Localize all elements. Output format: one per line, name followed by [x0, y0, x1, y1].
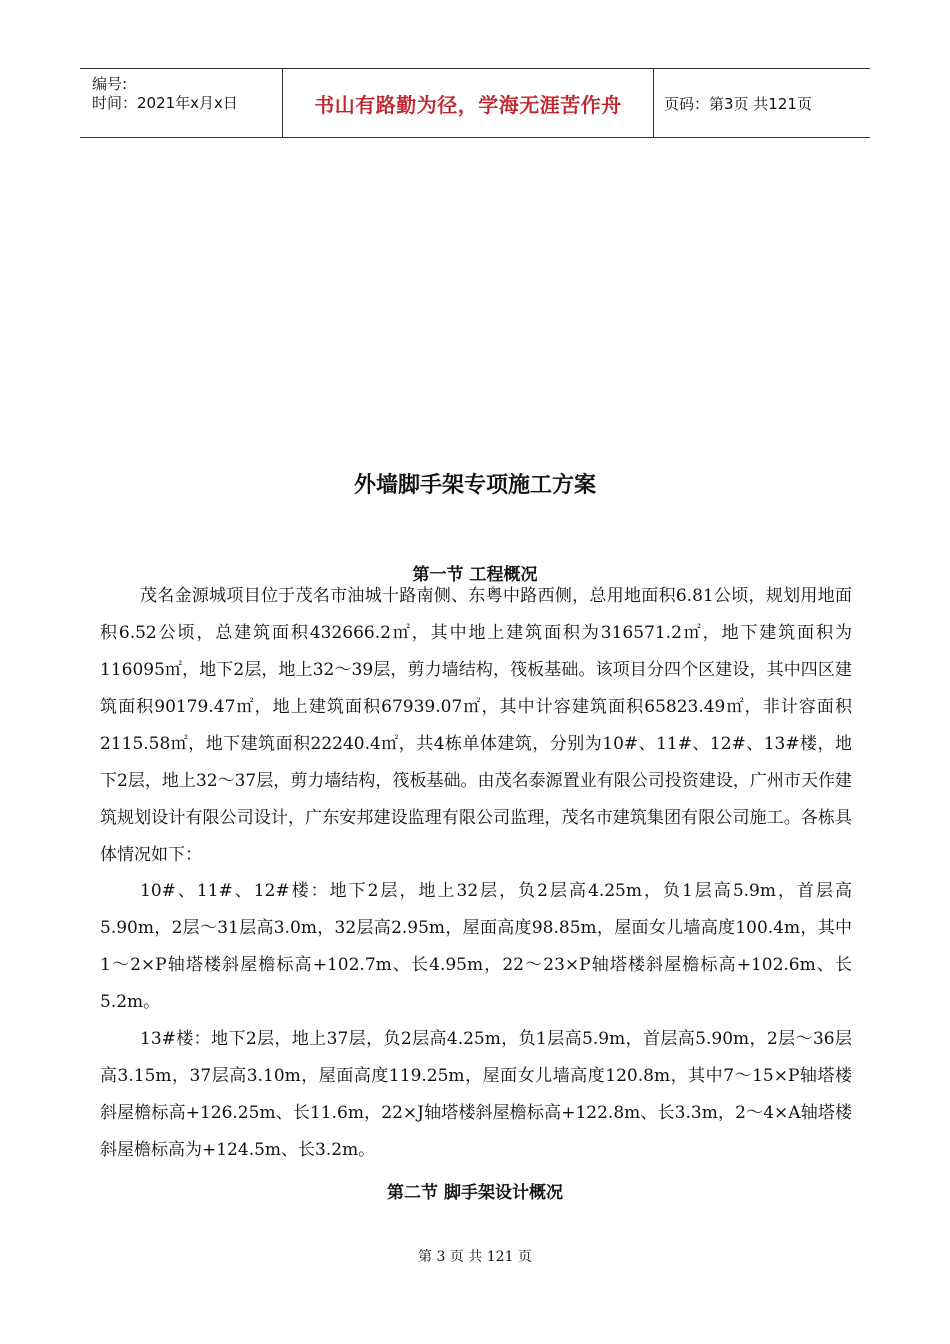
header-motto: 书山有路勤为径，学海无涯苦作舟 [282, 69, 654, 137]
section-heading-2: 第二节 脚手架设计概况 [387, 1183, 563, 1203]
paragraph-project-overview: 茂名金源城项目位于茂名市油城十路南侧、东粤中路西侧，总用地面积6.81公顷，规划用地面积6.52公顷，总建筑面积432666.2㎡，其中地上建筑面积为316571.2㎡，地下建筑面积为116095㎡，地下2层，地上32～39层，剪力墙结构，筏板基础。该项目分四个区建设，其中四区建筑面积90179.47㎡，地上建筑面积67939.07㎡，其中计容建筑面积65823.49㎡，非计容面积2115.58㎡，地下建筑面积22240.4㎡，共4栋单体建筑，分别为10#、11#、12#、13#楼，地下2层，地上32～37层，剪力墙结构，筏板基础。由茂名泰源置业有限公司投资建设，广州市天作建筑规划设计有限公司设计，广东安邦建设监理有限公司监理，茂名市建筑集团有限公司施工。各栋具体情况如下： [100, 586, 852, 865]
page-footer: 第 3 页 共 121 页 [418, 1249, 532, 1265]
document-title: 外墙脚手架专项施工方案 [353, 472, 596, 498]
header-page-info: 页码：第3页 共121页 [664, 94, 812, 113]
document-number-label: 编号: [92, 75, 128, 93]
section-heading-1: 第一节 工程概况 [412, 565, 538, 585]
document-time-label: 时间：2021年x月x日 [92, 94, 238, 112]
page-header [80, 68, 870, 138]
paragraph-building-13: 13#楼：地下2层，地上37层，负2层高4.25m，负1层高5.9m，首层高5.90m，2层～36层高3.15m，37层高3.10m，屋面高度119.25m，屋面女儿墙高度120.8m，其中7～15×P轴塔楼斜屋檐标高+126.25m、长11.6m，22×J轴塔楼斜屋檐标高+122.8m、长3.3m，2～4×A轴塔楼斜屋檐标高为+124.5m、长3.2m。 [100, 1029, 852, 1160]
paragraph-buildings-10-12: 10#、11#、12#楼：地下2层，地上32层，负2层高4.25m，负1层高5.9m，首层高5.90m，2层～31层高3.0m，32层高2.95m，屋面高度98.85m，屋面女儿墙高度100.4m，其中1～2×P轴塔楼斜屋檐标高+102.7m、长4.95m，22～23×P轴塔楼斜屋檐标高+102.6m、长5.2m。 [100, 881, 852, 1012]
header-meta [80, 69, 282, 137]
